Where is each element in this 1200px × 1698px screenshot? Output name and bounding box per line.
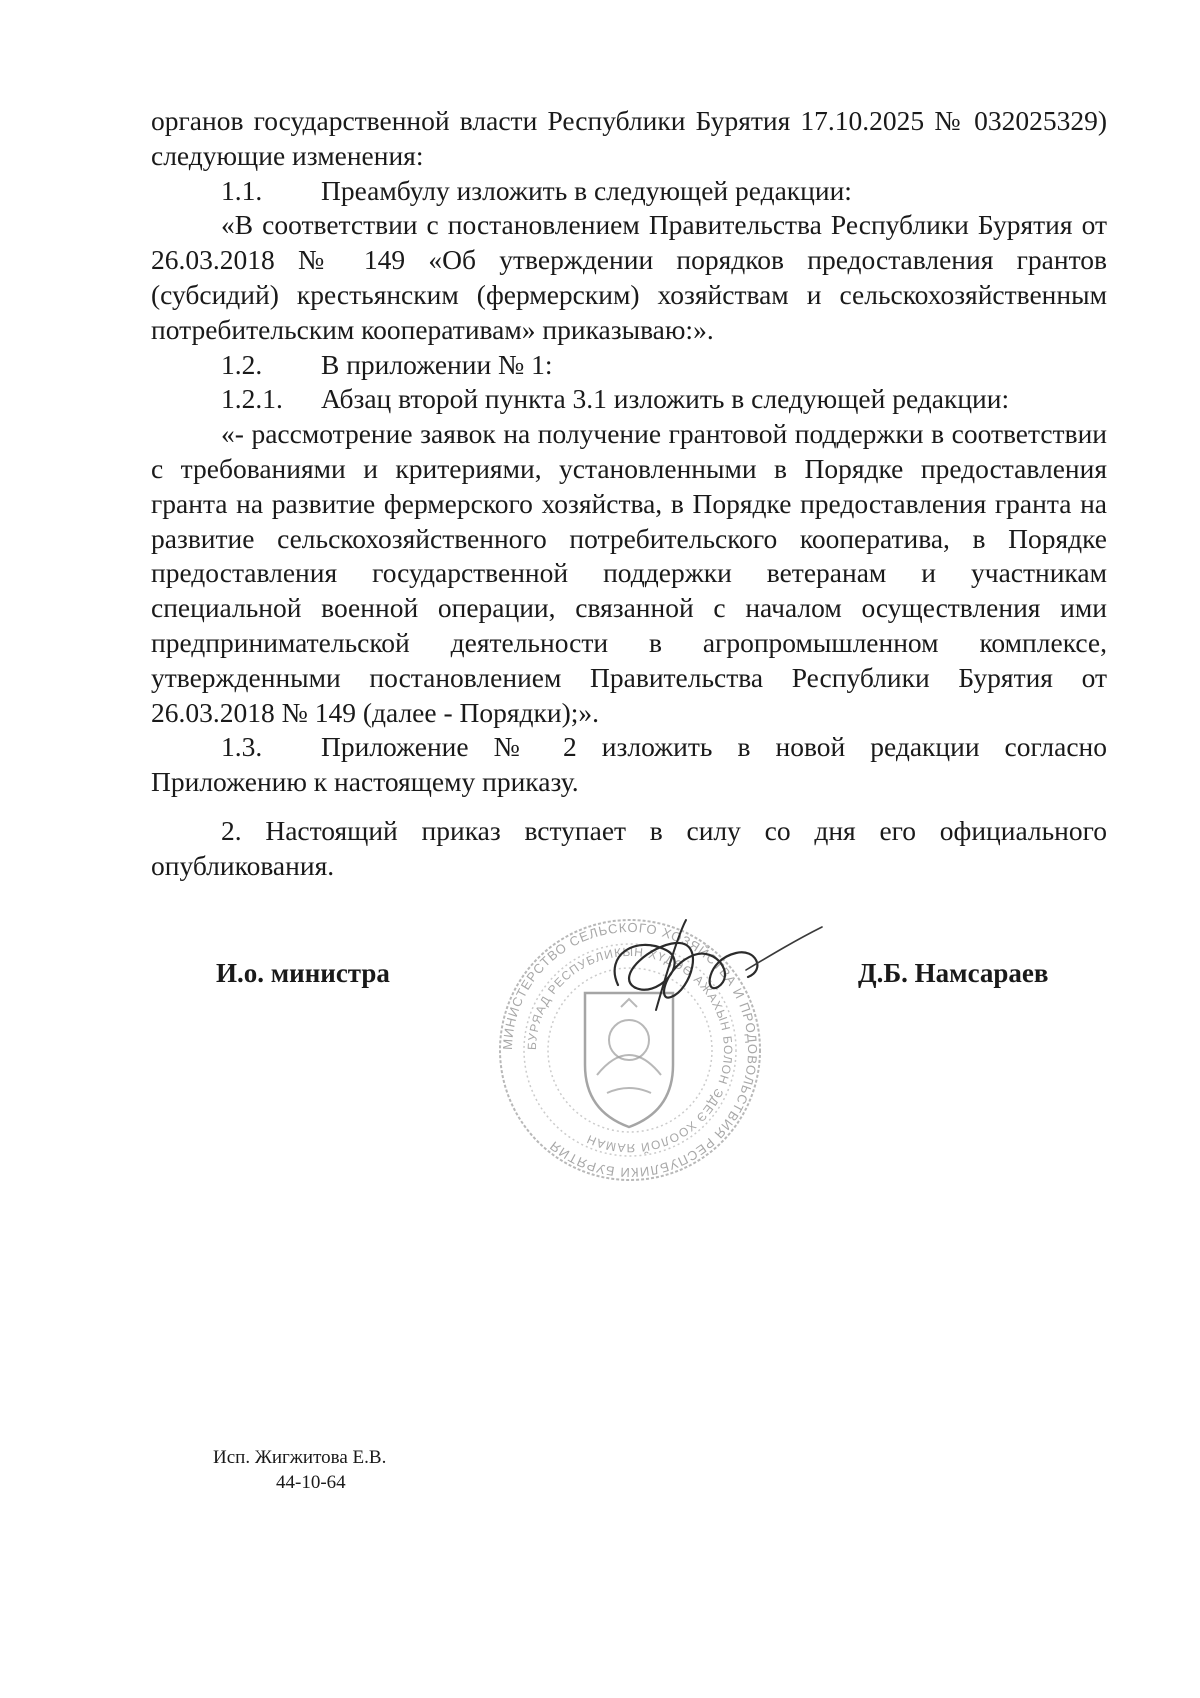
executor-phone: 44-10-64: [276, 1472, 346, 1493]
signatory-name: Д.Б. Намсараев: [858, 958, 1049, 988]
item-text: Преамбулу изложить в следующей редакции:: [321, 174, 852, 206]
item-number: 1.2.: [221, 348, 263, 380]
official-seal-icon: [495, 915, 765, 1185]
document-body: [151, 104, 1107, 884]
item-number: 1.1.: [221, 174, 263, 206]
text-line: органов государственной власти Республики Бурятия 17.10.2025 № 032025329): [151, 105, 1107, 136]
handwritten-signature-icon: [596, 915, 826, 1025]
item-number: 1.3.: [221, 731, 263, 763]
signatory-title: И.о. министра: [216, 958, 390, 988]
item-text: В приложении № 1:: [321, 348, 553, 380]
executor-block: [213, 1445, 386, 1495]
item-number: 1.2.1.: [221, 383, 283, 415]
item-text-continuation: Приложению к настоящему приказу.: [151, 766, 579, 798]
list-item-1-2: [151, 348, 1107, 383]
spacer: [151, 800, 1107, 814]
preamble-quote: «В соответствии с постановлением Правительства Республики Бурятия от 26.03.2018 № 149 «Об утверждении порядков предоставления грантов (субсидий) крестьянским (фермерским) хозяйствам и сельскохозяйственным потребительским кооперативам» приказываю:».: [151, 209, 1107, 345]
list-item-1-2-1: [151, 382, 1107, 417]
svg-text:МИНИСТЕРСТВО СЕЛЬСКОГО ХОЗЯЙСТ: [500, 920, 760, 1180]
item-2: 2. Настоящий приказ вступает в силу со дня его официального опубликования.: [151, 814, 1107, 881]
svg-text:БУРЯАД РЕСПУБЛИКЫН ХҮДӨӨ АЖАХЫ: [525, 945, 735, 1156]
stamp-outer-text: МИНИСТЕРСТВО СЕЛЬСКОГО ХОЗЯЙСТВА И ПРОДОВОЛЬСТВИЯ РЕСПУБЛИКИ БУРЯТИЯ: [499, 919, 761, 1181]
list-item-1-1: [151, 174, 1107, 209]
text-line: следующие изменения:: [151, 139, 424, 171]
item-text: Абзац второй пункта 3.1 изложить в следующей редакции:: [321, 383, 1010, 415]
stamp-inner-text: БУРЯАД РЕСПУБЛИКЫН ХҮДӨӨ АЖАХЫН БОЛОН ЭДЕЭ ХООЛОЙ ЯАМАН: [524, 944, 736, 1156]
executor-label: Исп. Жигжитова Е.В.: [213, 1447, 387, 1468]
item-text: Приложение № 2 изложить в новой редакции согласно: [321, 731, 1107, 763]
paragraph-quote: «- рассмотрение заявок на получение грантовой поддержки в соответствии с требованиями и критериями, установленными в Порядке предоставления гранта на развитие фермерского хозяйства, в Порядке предоставления гранта на развитие сельскохозяйственного потребительского кооператива, в Порядке предоставления государственной поддержки ветеранам и участникам специальной военной операции, связанной с началом осуществления ими предпринимательской деятельности в агропромышленном комплексе, утвержденными постановлением Правительства Республики Бурятия от 26.03.2018 № 149 (далее - Порядки);».: [151, 418, 1107, 728]
list-item-1-3: [151, 730, 1107, 765]
